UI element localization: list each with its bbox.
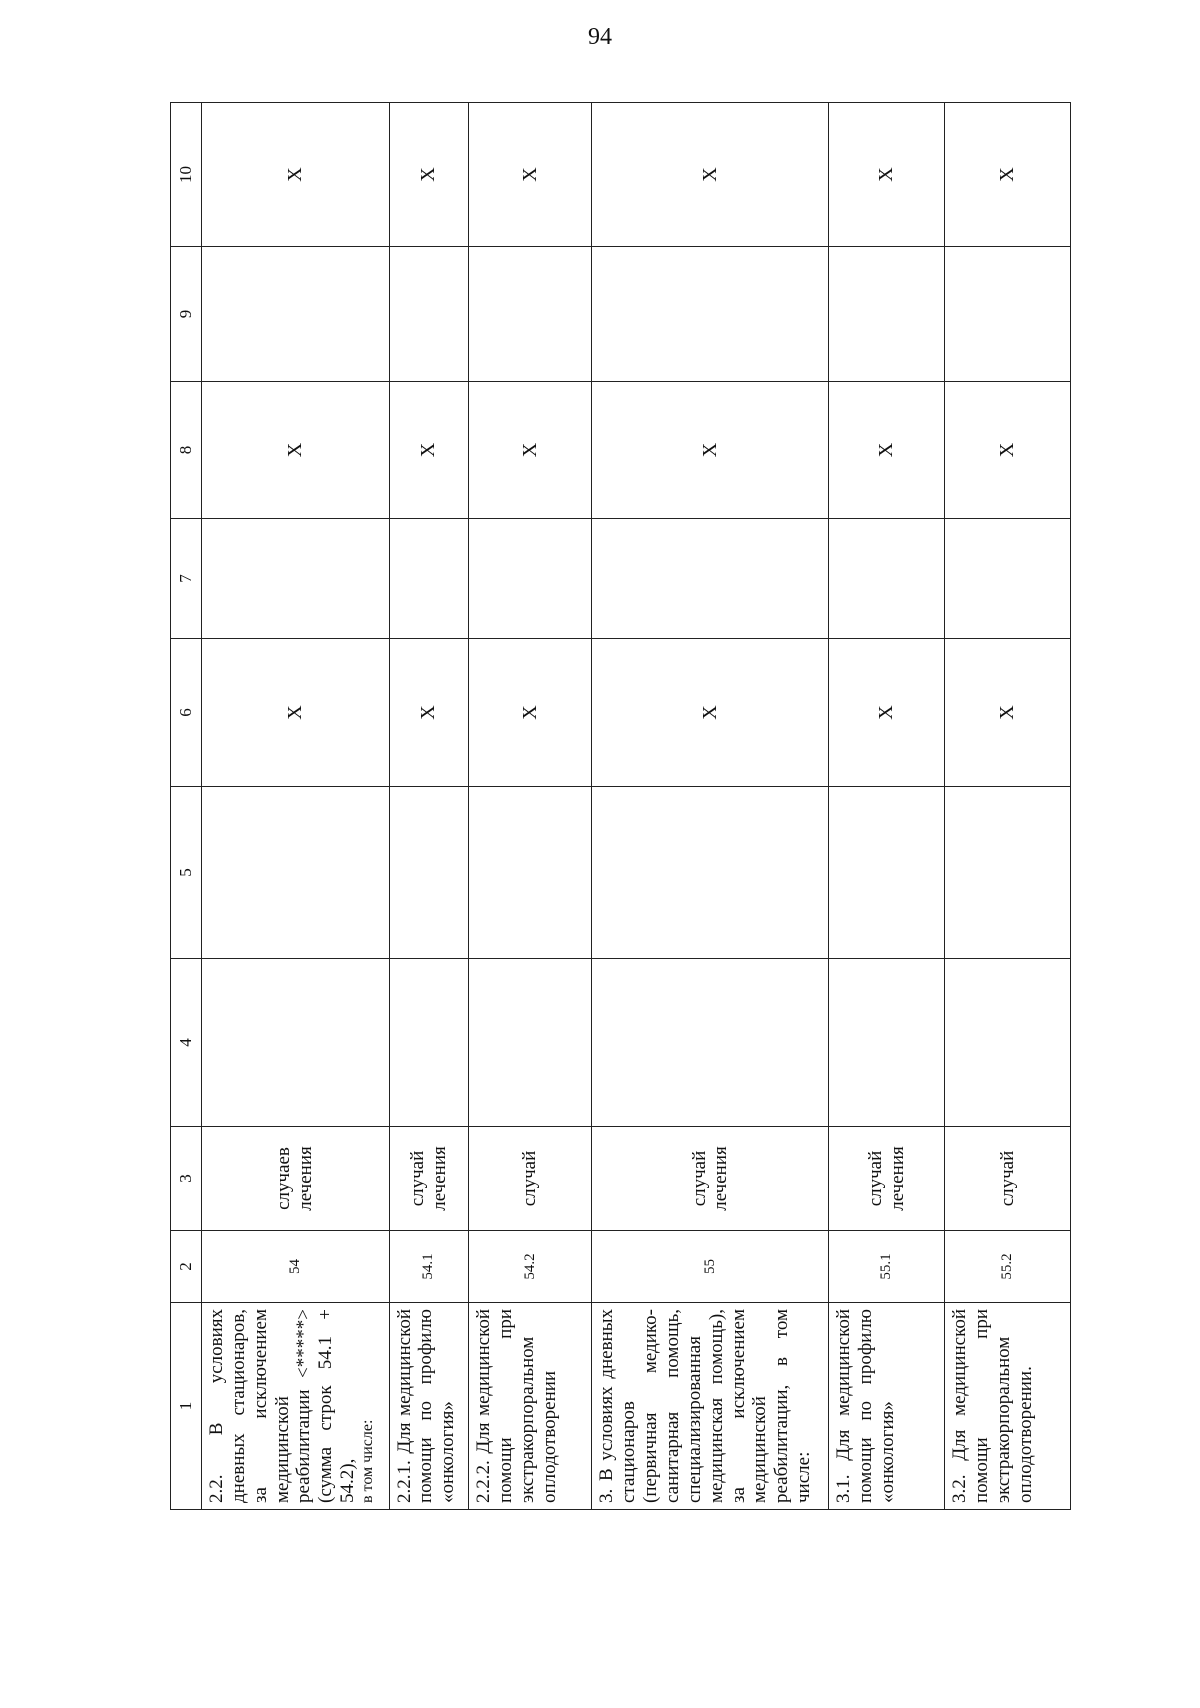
row-name-cell (202, 1303, 390, 1510)
row-code-cell: 54 (202, 1231, 390, 1303)
row-code-cell: 55.1 (829, 1231, 945, 1303)
row-col7-cell (829, 519, 945, 639)
table-row (829, 103, 945, 1510)
row-col4-cell (202, 959, 390, 1127)
row-name-cell (945, 1303, 1071, 1510)
row-name-cell (829, 1303, 945, 1510)
row-col4-cell (592, 959, 829, 1127)
row-name-text: 3.2. Для медицинской помощи при экстракорпоральном оплодотворении. (949, 1309, 1036, 1503)
table-body (202, 103, 1071, 1510)
row-unit-cell: случай лечения (389, 1127, 469, 1231)
row-col6-cell: X (829, 639, 945, 787)
row-code-cell: 54.2 (469, 1231, 592, 1303)
row-name-cell (592, 1303, 829, 1510)
row-name-text: 2.2. В условиях дневных стационаров, за исключением медицинской реабилитации <*****> (сумма строк 54.1 + 54.2), (206, 1309, 359, 1503)
row-col8-cell: X (469, 382, 592, 519)
header-col-9: 9 (171, 247, 202, 382)
row-col4-cell (389, 959, 469, 1127)
row-col5-cell (202, 787, 390, 959)
row-name-tail: в том числе: (358, 1419, 376, 1503)
header-row (171, 103, 202, 1510)
header-col-10: 10 (171, 103, 202, 247)
header-col-8: 8 (171, 382, 202, 519)
row-col4-cell (945, 959, 1071, 1127)
table-row (469, 103, 592, 1510)
table-row (389, 103, 469, 1510)
row-col6-cell: X (592, 639, 829, 787)
row-name-cell (469, 1303, 592, 1510)
row-unit-cell: случай (469, 1127, 592, 1231)
row-col10-cell: X (829, 103, 945, 247)
row-code-cell: 55.2 (945, 1231, 1071, 1303)
header-col-2: 2 (171, 1231, 202, 1303)
header-col-6: 6 (171, 639, 202, 787)
row-col8-cell: X (945, 382, 1071, 519)
row-col5-cell (592, 787, 829, 959)
row-col9-cell (945, 247, 1071, 382)
row-col9-cell (469, 247, 592, 382)
row-col5-cell (469, 787, 592, 959)
header-col-3: 3 (171, 1127, 202, 1231)
row-col9-cell (592, 247, 829, 382)
row-col4-cell (469, 959, 592, 1127)
table-row (202, 103, 390, 1510)
row-col7-cell (389, 519, 469, 639)
header-col-7: 7 (171, 519, 202, 639)
row-col10-cell: X (469, 103, 592, 247)
row-name-cell (389, 1303, 469, 1510)
rotated-table-container (170, 103, 1071, 1510)
row-unit-cell: случай лечения (829, 1127, 945, 1231)
row-col8-cell: X (389, 382, 469, 519)
row-col6-cell: X (389, 639, 469, 787)
row-code-cell: 55 (592, 1231, 829, 1303)
row-col8-cell: X (592, 382, 829, 519)
row-col10-cell: X (202, 103, 390, 247)
row-unit-cell: случай (945, 1127, 1071, 1231)
header-col-4: 4 (171, 959, 202, 1127)
row-col8-cell: X (829, 382, 945, 519)
row-col5-cell (945, 787, 1071, 959)
row-unit-cell: случай лечения (592, 1127, 829, 1231)
row-col10-cell: X (592, 103, 829, 247)
table-row (592, 103, 829, 1510)
row-col6-cell: X (469, 639, 592, 787)
row-col5-cell (389, 787, 469, 959)
row-col6-cell: X (945, 639, 1071, 787)
row-col10-cell: X (389, 103, 469, 247)
row-col5-cell (829, 787, 945, 959)
page-number: 94 (588, 24, 612, 50)
table-row (945, 103, 1071, 1510)
row-name-text: 2.2.1. Для медицинской помощи по профилю «онкология» (393, 1309, 459, 1503)
row-col10-cell: X (945, 103, 1071, 247)
row-col7-cell (202, 519, 390, 639)
row-col9-cell (389, 247, 469, 382)
row-name-text: 2.2.2. Для медицинской помощи при экстракорпоральном оплодотворении (473, 1309, 560, 1503)
row-col9-cell (829, 247, 945, 382)
row-col7-cell (469, 519, 592, 639)
row-col7-cell (592, 519, 829, 639)
header-col-5: 5 (171, 787, 202, 959)
row-unit-cell: случаев лечения (202, 1127, 390, 1231)
row-col7-cell (945, 519, 1071, 639)
row-col6-cell: X (202, 639, 390, 787)
row-name-text: 3.1. Для медицинской помощи по профилю «онкология» (833, 1309, 899, 1503)
row-col8-cell: X (202, 382, 390, 519)
row-code-cell: 54.1 (389, 1231, 469, 1303)
data-table (170, 102, 1071, 1510)
header-col-1: 1 (171, 1303, 202, 1510)
row-col9-cell (202, 247, 390, 382)
row-col4-cell (829, 959, 945, 1127)
row-name-text: 3. В условиях дневных стационаров (первичная медико-санитарная помощь, специализированная медицинская помощь), за исключением медицинской реабилитации, в том числе: (596, 1309, 815, 1503)
